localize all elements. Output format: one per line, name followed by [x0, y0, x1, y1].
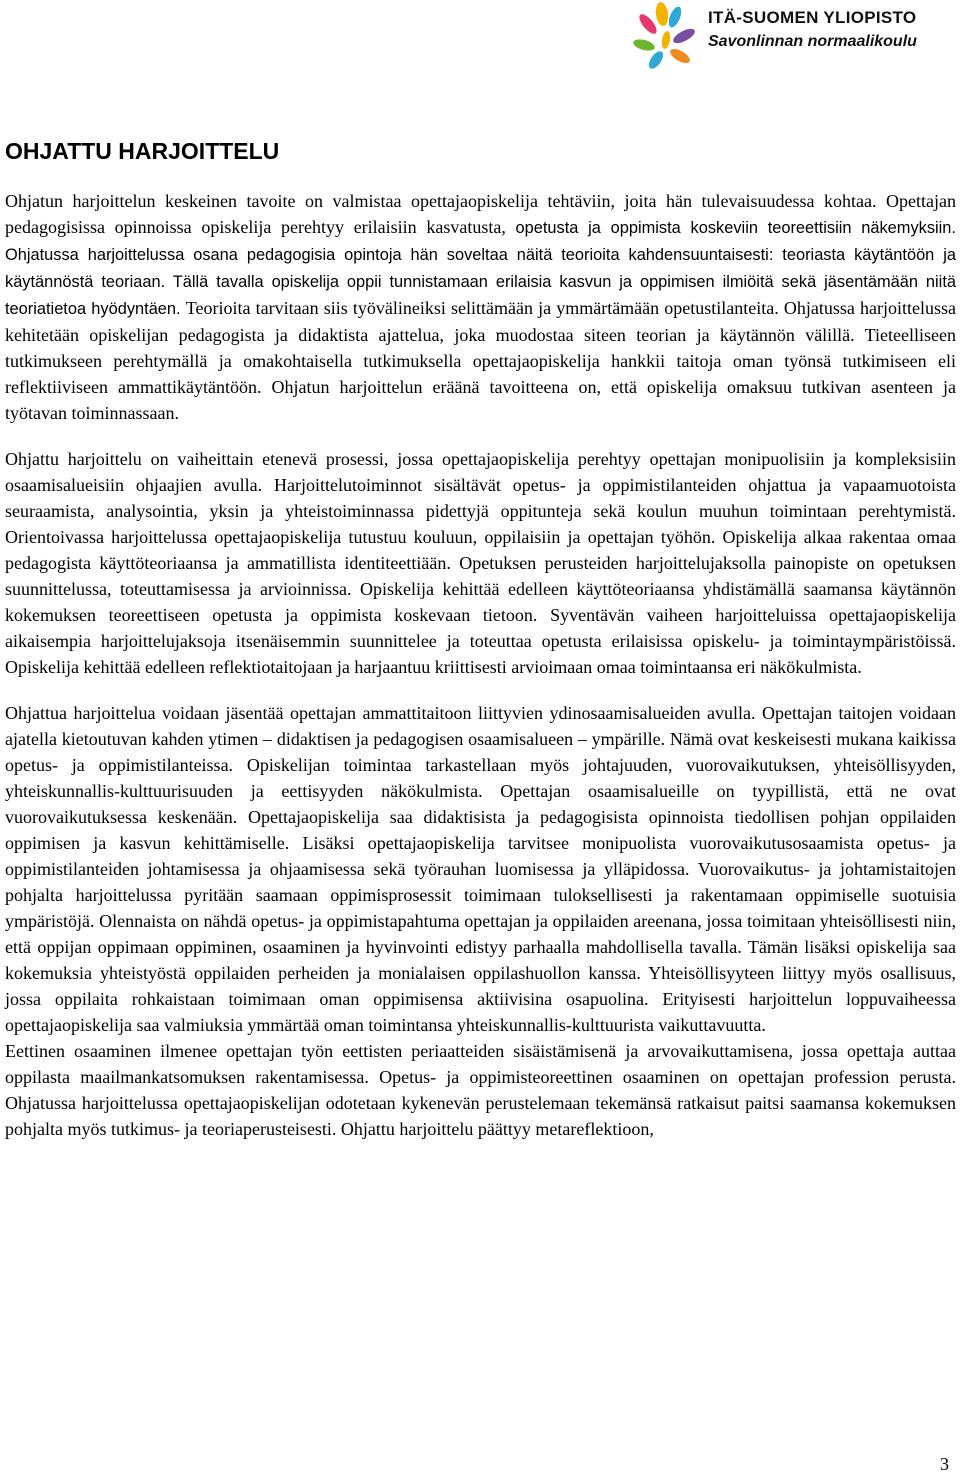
- paragraph-4: [5, 1038, 956, 1142]
- body-text: [5, 188, 956, 1142]
- paragraph-2-segment-1: Ohjattu harjoittelu on vaiheittain etenevä prosessi, jossa opettajaopiskelija perehtyy opettajan monipuolisiin ja kompleksisiin osaamisalueisiin ohjaajien avulla. Harjoittelutoiminnot sisältävät opetus- ja oppimistilanteiden ohjattua ja vapaamuotoista seuraamista, analysointia, yksin ja yhteistoiminnassa pidettyjä oppitunteja sekä koulun muuhun toimintaan perehtymistä. Orientoivassa harjoittelussa opettajaopiskelija tutustuu kouluun, oppilaisiin ja opettajan työhön. Opiskelija alkaa rakentaa omaa pedagogista käyttöteoriaansa ja ammatillista identiteettiään. Opetuksen perusteiden harjoittelujaksolla painopiste on opetuksen suunnittelussa, toteuttamisessa ja arvioinnissa. Opiskelija kehittää edelleen käyttöteoriaansa yhdistämällä saamansa käytännön kokemuksen teoreettiseen opetusta ja oppimista koskevaan tietoon. Syventävän vaiheen harjoitteluissa opettajaopiskelija aikaisempia harjoittelujaksoja itsenäisemmin suunnittelee ja toteuttaa opetusta erilaisissa opiskelu- ja toimintaympäristöissä. Opiskelija kehittää edelleen reflektiotaitojaan ja harjaantuu kriittisesti arvioimaan omaa toimintaansa eri näkökulmista.: [5, 449, 956, 677]
- paragraph-1-segment-1: Ohjatun harjoittelun keskeinen tavoite on valmistaa opettajaopiskelija tehtäviin, joita hän tulevaisuudessa kohtaa. Opettajan pedagogisissa opinnoissa opiskelija perehtyy erilaisiin kasvatusta,: [5, 191, 956, 237]
- page-title: OHJATTU HARJOITTELU: [5, 138, 280, 164]
- paragraph-1-segment-3: Teorioita tarvitaan siis työvälineiksi selittämään ja ymmärtämään opetustilanteita. Ohjatussa harjoittelussa kehitetään opiskelijan pedagogista ja didaktista ajattelua, joka muodostaa siteen teorian ja käytännön välillä. Tieteelliseen tutkimukseen perehtymällä ja omakohtaisella tutkimuksella opettajaopiskelija hankkii taitoja oman työnsä tutkimiseen eli reflektiiviseen ammattikäytäntöön. Ohjatun harjoittelun eräänä tavoitteena on, että opiskelija omaksuu tutkivan asenteen ja työtavan toiminnassaan.: [5, 298, 956, 423]
- paragraph-3-segment-1: Ohjattua harjoittelua voidaan jäsentää opettajan ammattitaitoon liittyvien ydinosaamisalueiden avulla. Opettajan taitojen voidaan ajatella kietoutuvan kahden ytimen – didaktisen ja pedagogisen osaamisalueen – ympärille. Nämä ovat keskeisesti mukana kaikissa opetus- ja oppimistilanteissa. Opiskelijan toimintaa tarkastellaan myös johtajuuden, vuorovaikutuksen, yhteisöllisyyden, yhteiskunnallis-kulttuurisuuden ja eettisyyden näkökulmista. Opettajan osaamisalueille on tyypillistä, että ne ovat vuorovaikutuksessa keskenään. Opettajaopiskelija saa didaktisista ja pedagogisista opinnoista tiedollisen pohjan oppilaiden oppimisen ja kasvun kehittämiselle. Lisäksi opettajaopiskelija tarvitsee monipuolista vuorovaikutusosaamista opetus- ja oppimistilanteiden johtamisessa ja ohjaamisessa sekä työrauhan luomisessa ja ylläpidossa. Vuorovaikutus- ja johtamistaitojen pohjalta harjoittelussa pyritään saamaan oppimisprosessit toimimaan tuloksellisesti ja rakentamaan oppimiselle suotuisia ympäristöjä. Olennaista on nähdä opetus- ja oppimistapahtuma opettajan ja oppilaiden areenana, jossa toimitaan yhteisöllisesti niin, että oppijan oppimaan oppiminen, osaaminen ja hyvinvointi edistyy parhaalla mahdollisella tavalla. Tämän lisäksi opiskelija saa kokemuksia yhteistyöstä oppilaiden perheiden ja monialaisen oppilashuollon kanssa. Yhteisöllisyyteen liittyy myös osallisuus, jossa oppilaita rohkaistaan toimimaan oman oppimisensa aktiivisina osapuolina. Erityisesti harjoittelun loppuvaiheessa opettajaopiskelija saa valmiuksia ymmärtää oman toimintansa yhteiskunnallis-kulttuurista vaikuttavuutta.: [5, 703, 956, 1035]
- university-logo-icon: [628, 0, 702, 78]
- paragraph-1-segment-2: opetusta ja oppimista koskeviin teoreettisiin näkemyksiin. Ohjatussa harjoittelussa osana pedagogisia opintoja hän soveltaa näitä teorioita kahdensuuntaisesti: teoriasta käytäntöön ja käytännöstä teoriaan. Tällä tavalla opiskelija oppii tunnistamaan erilaisia kasvun ja oppimisen ilmiöitä sekä jäsentämään niitä teoriatietoa hyödyntäen.: [5, 219, 956, 318]
- university-name: ITÄ-SUOMEN YLIOPISTO: [708, 8, 917, 27]
- document-body: [5, 133, 956, 1142]
- paragraph-4-segment-1: Eettinen osaaminen ilmenee opettajan työn eettisten periaatteiden sisäistämisenä ja arvovaikuttamisena, jossa opettaja auttaa oppilasta maailmankatsomuksen rakentamisessa. Opetus- ja oppimisteoreettinen osaaminen on opettajan profession perusta. Ohjatussa harjoittelussa opettajaopiskelijan odotetaan kykenevän perustelemaan tekemänsä ratkaisut paitsi saamansa kokemuksen pohjalta myös tutkimus- ja teoriaperusteisesti. Ohjattu harjoittelu päättyy metareflektioon,: [5, 1041, 956, 1139]
- page-number: 3: [940, 1454, 949, 1474]
- paragraph-1: [5, 188, 956, 426]
- school-name: Savonlinnan normaalikoulu: [708, 33, 917, 50]
- paragraph-2: [5, 446, 956, 680]
- header: [0, 0, 960, 90]
- paragraph-3: [5, 700, 956, 1038]
